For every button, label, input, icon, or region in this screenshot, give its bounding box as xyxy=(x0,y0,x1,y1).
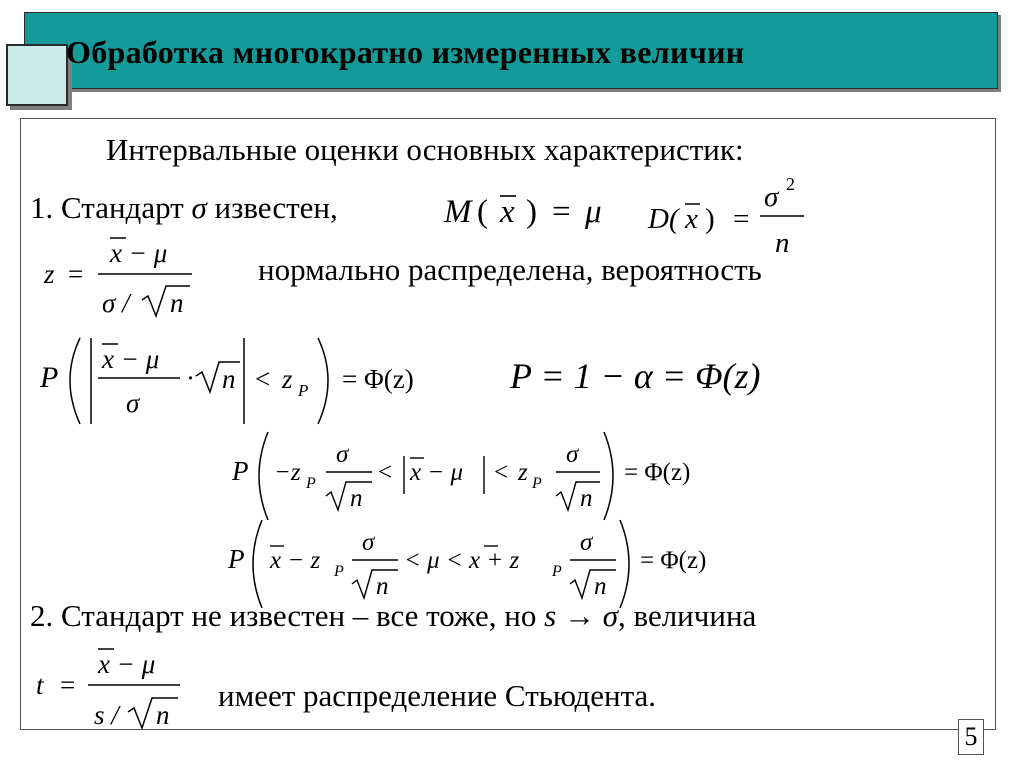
z-eq: = xyxy=(68,259,84,289)
mean-eq: = xyxy=(552,194,571,230)
probability-4 xyxy=(227,520,706,608)
case2-text-a: 2. Стандарт не известен – все тоже, но xyxy=(30,598,537,633)
p3-frac-den: n xyxy=(580,485,593,512)
var-exp: 2 xyxy=(786,174,795,194)
p3-lt1: < xyxy=(378,459,393,486)
p3-left: −z xyxy=(274,459,301,486)
p3-sub: P xyxy=(532,475,542,492)
case2-text-b: , величина xyxy=(618,598,757,633)
probability-2: P = 1 − α = Φ(z) xyxy=(510,356,761,396)
sigma-symbol: σ xyxy=(602,598,618,633)
var-eq: = xyxy=(733,203,750,235)
variance-formula xyxy=(647,174,804,259)
z-num: x − μ xyxy=(110,238,168,268)
z-symbol: z xyxy=(44,259,55,289)
var-rparen: ) xyxy=(705,203,715,235)
p4-left: x − z xyxy=(270,547,321,574)
mean-rparen: ) xyxy=(526,194,537,230)
p3-lt2: < xyxy=(494,459,509,486)
z-den: σ / xyxy=(102,288,130,318)
p4-sub: P xyxy=(552,563,562,580)
case2-line xyxy=(30,598,756,634)
p4-mid: < μ < x + z xyxy=(404,547,520,574)
probability-1 xyxy=(39,338,414,424)
t-eq: = xyxy=(60,670,76,700)
p4-P: P xyxy=(228,544,245,574)
z-definition xyxy=(43,238,192,318)
right-paren xyxy=(318,338,328,424)
p1-dot: · xyxy=(186,363,195,393)
mean-x: x xyxy=(500,194,515,230)
mean-mu: μ xyxy=(585,194,602,230)
left-paren xyxy=(259,432,268,520)
p1-num: x − μ xyxy=(102,344,160,374)
t-definition xyxy=(36,649,180,730)
p1-P: P xyxy=(40,361,59,394)
var-x: x xyxy=(685,203,698,235)
p3-P: P xyxy=(232,456,249,486)
p1-lt: < xyxy=(255,364,271,394)
sqrt-sign xyxy=(326,482,372,510)
var-D: D( xyxy=(648,203,679,235)
t-num: x − μ xyxy=(98,649,156,679)
s-symbol: s xyxy=(544,598,557,633)
t-n: n xyxy=(156,700,170,730)
p3-frac-num: σ xyxy=(336,441,349,468)
p4-frac-num: σ xyxy=(580,529,593,556)
case1-rest-text: известен, xyxy=(214,190,338,225)
p4-sub: P xyxy=(334,563,344,580)
p1-den: σ xyxy=(126,388,140,418)
mean-formula xyxy=(443,194,602,230)
arrow-icon: → xyxy=(563,598,595,633)
var-sigma: σ xyxy=(764,181,779,213)
mean-M: M xyxy=(444,194,472,230)
z-caption: нормально распределена, вероятность xyxy=(258,252,762,287)
p1-zp-sub: P xyxy=(298,381,309,400)
t-den: s / xyxy=(94,700,119,730)
p4-frac-den: n xyxy=(376,573,389,600)
left-paren xyxy=(253,520,262,608)
p3-sub: P xyxy=(306,475,316,492)
p1-n: n xyxy=(222,364,236,394)
p3-abs: x − μ xyxy=(410,459,464,486)
mean-lparen: ( xyxy=(477,194,488,230)
p4-frac-den: n xyxy=(594,573,607,600)
sqrt-sign xyxy=(128,698,178,728)
t-caption: имеет распределение Стьюдента. xyxy=(218,678,657,713)
p1-zp: z xyxy=(282,364,293,394)
var-n: n xyxy=(775,227,790,259)
p3-frac-den: n xyxy=(350,485,363,512)
sigma-symbol: σ xyxy=(191,190,207,225)
right-paren xyxy=(620,520,629,608)
p3-rhs: = Φ(z) xyxy=(624,459,691,486)
case1-lead-text: 1. Стандарт xyxy=(30,190,184,225)
p3-frac-num: σ xyxy=(566,441,579,468)
section-heading: Интервальные оценки основных характеристик: xyxy=(106,132,744,167)
t-symbol: t xyxy=(36,670,44,700)
z-n: n xyxy=(170,288,184,318)
slide-title: Обработка многократно измеренных величин xyxy=(66,34,745,70)
p4-rhs: = Φ(z) xyxy=(640,547,707,574)
p4-frac-num: σ xyxy=(362,529,375,556)
probability-3 xyxy=(231,432,690,520)
sqrt-sign xyxy=(352,570,398,598)
sqrt-sign xyxy=(556,482,600,510)
sqrt-sign xyxy=(570,570,616,598)
left-paren xyxy=(70,338,80,424)
p3-right: z xyxy=(518,459,528,486)
p1-rhs: = Φ(z) xyxy=(342,364,414,394)
right-paren xyxy=(604,432,613,520)
page-number: 5 xyxy=(958,719,984,755)
